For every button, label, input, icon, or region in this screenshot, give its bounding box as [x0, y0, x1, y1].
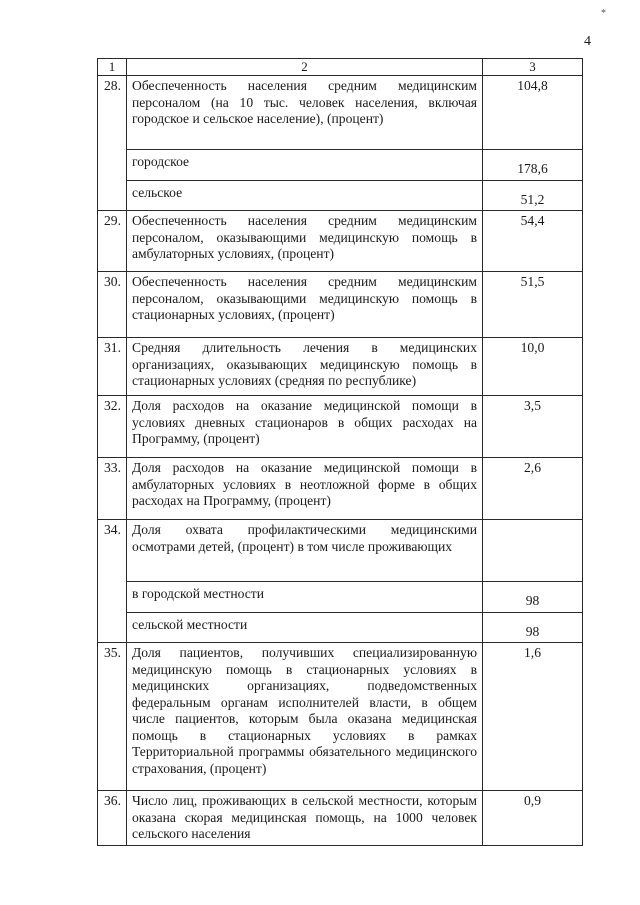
indicator-value: 0,9 [483, 791, 583, 846]
indicator-value: 104,8 [483, 76, 583, 150]
column-header-2: 2 [127, 59, 483, 76]
indicator-value: 51,2 [483, 180, 583, 211]
row-number: 30. [98, 272, 127, 338]
table-row [98, 211, 583, 272]
column-header-3: 3 [483, 59, 583, 76]
table-row [98, 396, 583, 458]
row-number [98, 582, 127, 613]
indicator-name: Обеспеченность населения средним медицинским персоналом, оказывающими медицинскую помощь в стационарных условиях, (процент) [127, 272, 483, 338]
table-row [98, 272, 583, 338]
table-header-row [98, 59, 583, 76]
corner-mark: * [601, 8, 606, 19]
row-number: 33. [98, 458, 127, 520]
indicator-name: городское [127, 150, 483, 181]
table-row [98, 76, 583, 150]
table-row [98, 180, 583, 211]
table-row [98, 520, 583, 582]
indicator-name: сельское [127, 180, 483, 211]
indicator-name: Доля расходов на оказание медицинской помощи в амбулаторных условиях в неотложной форме в общих расходах на Программу, (процент) [127, 458, 483, 520]
indicator-value: 54,4 [483, 211, 583, 272]
indicator-value [483, 520, 583, 582]
row-number: 31. [98, 338, 127, 396]
table-row [98, 338, 583, 396]
row-number: 32. [98, 396, 127, 458]
row-number [98, 612, 127, 643]
indicator-value: 3,5 [483, 396, 583, 458]
indicator-name: Обеспеченность населения средним медицинским персоналом, оказывающими медицинскую помощь в амбулаторных условиях, (процент) [127, 211, 483, 272]
indicator-value: 1,6 [483, 643, 583, 791]
indicator-name: Доля охвата профилактическими медицинскими осмотрами детей, (процент) в том числе проживающих [127, 520, 483, 582]
row-number [98, 150, 127, 181]
indicator-value: 2,6 [483, 458, 583, 520]
row-number: 35. [98, 643, 127, 791]
table-row [98, 612, 583, 643]
indicator-value: 98 [483, 582, 583, 613]
table-row [98, 582, 583, 613]
table-row [98, 150, 583, 181]
table-row [98, 458, 583, 520]
row-number: 34. [98, 520, 127, 582]
table-row [98, 643, 583, 791]
indicator-name: Доля пациентов, получивших специализированную медицинскую помощь в стационарных условиях в медицинских организациях, подведомственных федеральным органам исполнителей власти, в общем числе пациентов, которым была оказана медицинская помощь в стационарных условиях в рамках Территориальной программы обязательного медицинского страхования, (процент) [127, 643, 483, 791]
row-number [98, 180, 127, 211]
indicator-name: Число лиц, проживающих в сельской местности, которым оказана скорая медицинская помощь, на 1000 человек сельского населения [127, 791, 483, 846]
indicator-name: сельской местности [127, 612, 483, 643]
indicator-name: Средняя длительность лечения в медицинских организациях, оказывающих медицинскую помощь в стационарных условиях (средняя по республике) [127, 338, 483, 396]
indicator-name: Обеспеченность населения средним медицинским персоналом (на 10 тыс. человек населения, включая городское и сельское население), (процент) [127, 76, 483, 150]
indicators-table [97, 58, 583, 846]
row-number: 29. [98, 211, 127, 272]
indicator-name: Доля расходов на оказание медицинской помощи в условиях дневных стационаров в общих расходах на Программу, (процент) [127, 396, 483, 458]
row-number: 28. [98, 76, 127, 150]
indicator-name: в городской местности [127, 582, 483, 613]
indicator-value: 51,5 [483, 272, 583, 338]
column-header-1: 1 [98, 59, 127, 76]
indicator-value: 10,0 [483, 338, 583, 396]
indicator-value: 98 [483, 612, 583, 643]
row-number: 36. [98, 791, 127, 846]
page-number: 4 [584, 34, 591, 49]
table-row [98, 791, 583, 846]
indicator-value: 178,6 [483, 150, 583, 181]
